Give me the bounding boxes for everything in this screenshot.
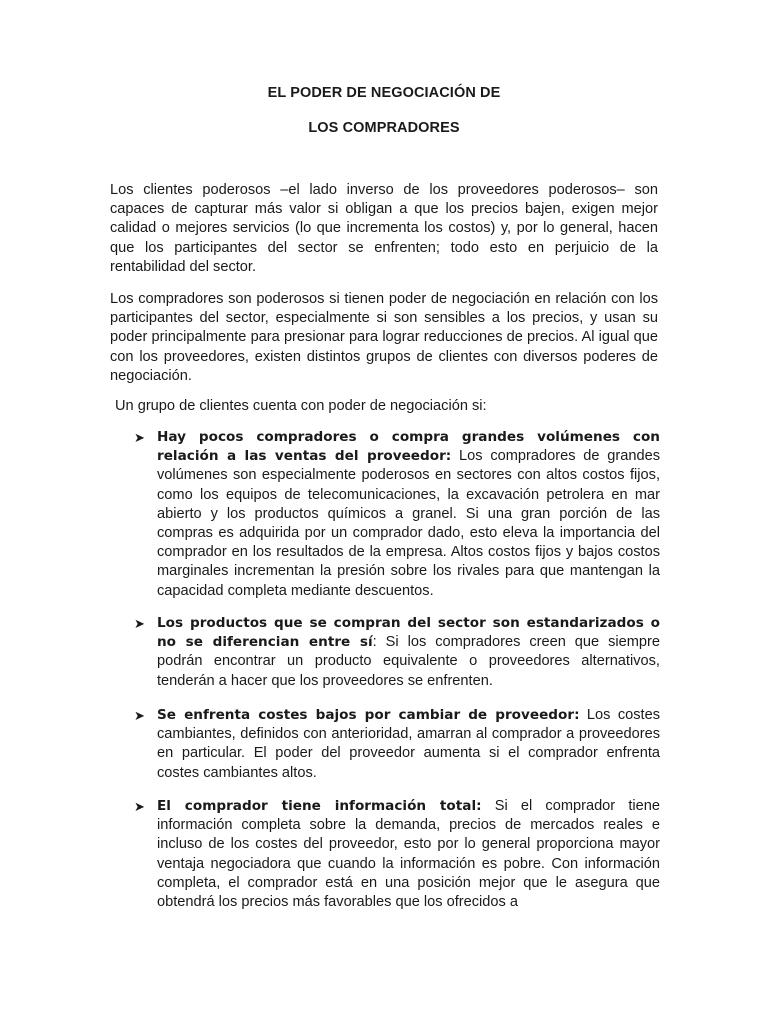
list-item-text: Los compradores de grandes volúmenes son especialmente poderosos en sectores con altos costos fijos, como los equipos de telecomunicaciones, la excavación petrolera en mar abierto y los productos químicos a granel. Si una gran porción de las compras es adquirida por un comprador dado, esto eleva la importancia del comprador en los resultados de la empresa. Altos costos fijos y bajos costos marginales incrementan la presión sobre los rivales para que mantengan la capacidad completa mediante descuentos.	[157, 448, 660, 599]
arrowhead-bullet-icon: ➤	[134, 430, 145, 445]
list-item-text: Los costes cambiantes, definidos con anterioridad, amarran al comprador a proveedores en particular. El poder del proveedor aumenta si el comprador enfrenta costes cambiantes altos.	[157, 707, 660, 781]
list-item-content	[157, 797, 660, 912]
list-item	[134, 614, 660, 691]
paragraph-intro: Los clientes poderosos –el lado inverso de los proveedores poderosos– son capaces de capturar más valor si obligan a que los precios bajen, exigen mejor calidad o mejores servicios (lo que incrementa los costos) y, por lo general, hacen que los participantes del sector se enfrenten; todo esto en perjuicio de la rentabilidad del sector.	[110, 182, 658, 275]
list-item-content	[157, 706, 660, 783]
list-item-lead: Se enfrenta costes bajos por cambiar de proveedor:	[157, 707, 580, 723]
paragraph-buyers-power: Los compradores son poderosos si tienen poder de negociación en relación con los participantes del sector, especialmente si son sensibles a los precios, y usan su poder principalmente para presionar para lograr reducciones de precios. Al igual que con los proveedores, existen distintos grupos de clientes con diversos poderes de negociación.	[110, 291, 658, 384]
arrowhead-bullet-icon: ➤	[134, 616, 145, 631]
paragraph-list-intro: Un grupo de clientes cuenta con poder de negociación si:	[115, 398, 487, 414]
list-item	[134, 797, 660, 923]
document-title-line-2: LOS COMPRADORES	[308, 120, 460, 136]
arrowhead-bullet-icon: ➤	[134, 799, 145, 814]
list-item	[134, 428, 660, 601]
list-item-lead: Los productos que se compran del sector son estandarizados o no se diferencian entre sí	[157, 615, 660, 651]
document-title-line-1: EL PODER DE NEGOCIACIÓN DE	[267, 85, 501, 101]
list-item-content	[157, 428, 660, 601]
list-item-text: Si el comprador tiene información completa sobre la demanda, precios de mercados reales e incluso de los costes del proveedor, esto por lo general proporciona mayor ventaja negociadora que cuando la información es pobre. Con información completa, el comprador está en una posición mejor que le asegura que obtendrá los precios más favorables que los ofrecidos a	[157, 798, 660, 911]
list-item	[134, 706, 660, 783]
arrowhead-bullet-icon: ➤	[134, 708, 145, 723]
list-item-text: : Si los compradores creen que siempre podrán encontrar un producto equivalente o proveedores alternativos, tenderán a hacer que los proveedores se enfrenten.	[157, 634, 660, 689]
list-item-lead: Hay pocos compradores o compra grandes volúmenes con relación a las ventas del proveedor:	[157, 429, 660, 465]
list-item-lead: El comprador tiene información total:	[157, 798, 482, 814]
list-item-content	[157, 614, 660, 691]
